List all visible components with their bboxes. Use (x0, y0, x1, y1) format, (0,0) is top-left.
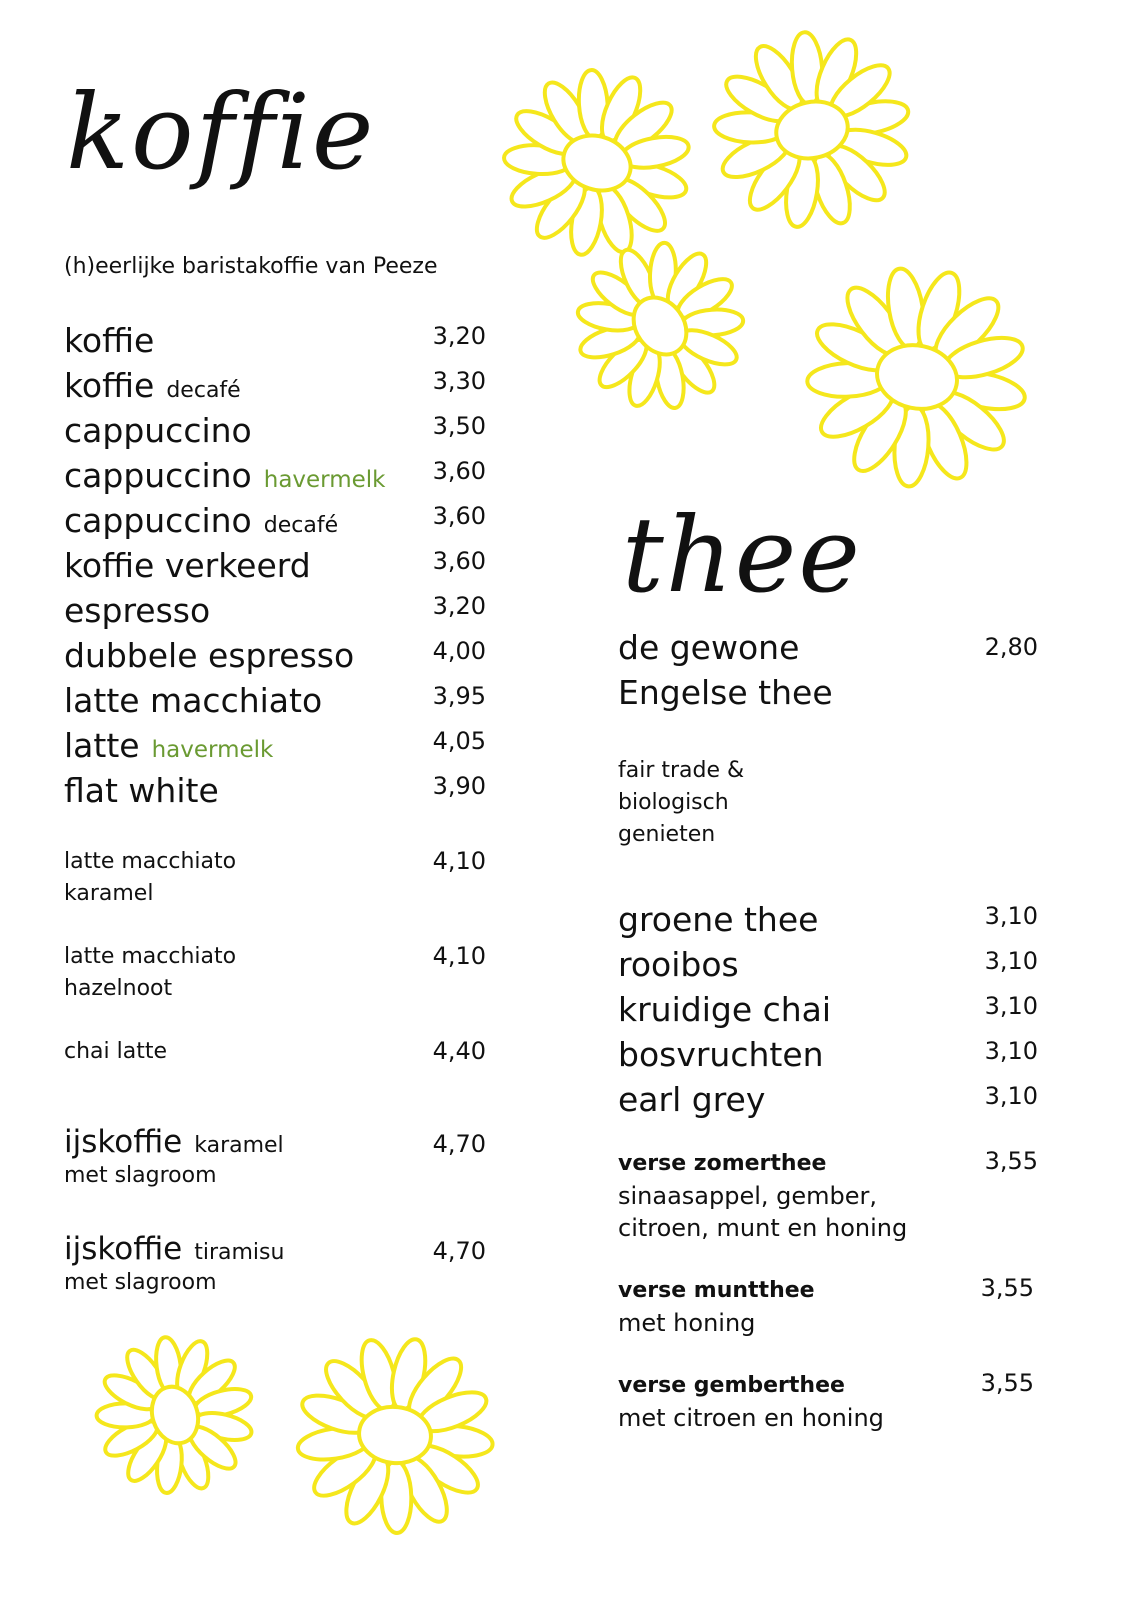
menu-item-name (64, 723, 273, 773)
fresh-desc: sinaasappel, gember, (618, 1182, 878, 1210)
item-price: 3,95 (432, 682, 486, 710)
item-note: decafé (263, 513, 339, 538)
menu-item-name (64, 588, 210, 633)
item-note: havermelk (263, 467, 386, 493)
thee-list (618, 897, 1038, 1137)
tea-name: earl grey (618, 1080, 766, 1119)
menu-item-name (64, 453, 386, 503)
fresh-name: verse muntthee (618, 1278, 815, 1303)
fresh-name: verse gemberthee (618, 1373, 845, 1398)
flower-icon (800, 260, 1034, 494)
item-name: flat white (64, 771, 219, 810)
special-price: 4,10 (432, 942, 486, 970)
menu-item-name (64, 363, 241, 413)
item-price: 3,60 (432, 457, 486, 485)
iced-note: karamel (194, 1133, 284, 1158)
special-sub: karamel (64, 881, 154, 906)
fresh-desc: met citroen en honing (618, 1404, 884, 1432)
flower-icon (570, 236, 750, 416)
koffie-list (64, 318, 490, 818)
tagline-line: fair trade & (618, 758, 745, 783)
thee-tagline (618, 755, 744, 851)
item-name: dubbele espresso (64, 636, 355, 675)
tea-name: groene thee (618, 900, 819, 939)
item-name: koffie (64, 321, 155, 360)
koffie-specials (64, 846, 490, 1086)
item-price: 3,60 (432, 502, 486, 530)
house-line1: de gewone (618, 628, 800, 667)
house-price: 2,80 (984, 633, 1038, 661)
menu-item-name (64, 543, 311, 588)
thee-fresh (618, 1148, 1038, 1448)
item-price: 3,60 (432, 547, 486, 575)
special-sub: hazelnoot (64, 976, 173, 1001)
iced-sub: met slagroom (64, 1163, 217, 1188)
item-name: latte (64, 726, 140, 765)
special-price: 4,10 (432, 847, 486, 875)
fresh-name: verse zomerthee (618, 1151, 827, 1176)
tea-name: bosvruchten (618, 1035, 824, 1074)
iced-name: ijskoffie (64, 1124, 183, 1160)
koffie-intro: (h)eerlijke baristakoffie van Peeze (64, 254, 438, 279)
item-name: koffie verkeerd (64, 546, 311, 585)
thee-house (618, 625, 1038, 720)
iced-sub: met slagroom (64, 1270, 217, 1295)
tagline-line: genieten (618, 822, 716, 847)
tea-price: 3,10 (984, 992, 1038, 1020)
item-price: 4,05 (432, 727, 486, 755)
item-name: cappuccino (64, 456, 252, 495)
special-name: latte macchiato (64, 944, 237, 969)
menu-item-name (64, 633, 354, 678)
koffie-heading: koffie (66, 71, 376, 193)
item-name: koffie (64, 366, 155, 405)
fresh-desc: met honing (618, 1309, 756, 1337)
flower-icon (90, 1330, 260, 1500)
special-name: chai latte (64, 1039, 168, 1064)
item-note: havermelk (151, 737, 274, 763)
item-name: espresso (64, 591, 211, 630)
menu-item-name (64, 678, 322, 723)
flower-icon (707, 25, 917, 235)
item-price: 3,50 (432, 412, 486, 440)
item-price: 3,20 (432, 322, 486, 350)
tea-price: 3,10 (984, 902, 1038, 930)
tagline-line: biologisch (618, 790, 729, 815)
koffie-iced (64, 1122, 490, 1322)
thee-heading: thee (622, 494, 862, 616)
fresh-price: 3,55 (980, 1369, 1034, 1397)
menu-item-name (64, 318, 154, 363)
fresh-price: 3,55 (980, 1274, 1034, 1302)
item-price: 3,30 (432, 367, 486, 395)
item-name: cappuccino (64, 501, 252, 540)
item-note: decafé (166, 378, 241, 403)
fresh-price: 3,55 (984, 1147, 1038, 1175)
iced-name: ijskoffie (64, 1231, 183, 1267)
house-line2: Engelse thee (618, 673, 833, 712)
item-price: 4,00 (432, 637, 486, 665)
item-name: latte macchiato (64, 681, 323, 720)
item-name: cappuccino (64, 411, 252, 450)
menu-item-name (64, 498, 338, 548)
tea-name: kruidige chai (618, 990, 832, 1029)
item-price: 3,90 (432, 772, 486, 800)
menu-item-name (64, 408, 252, 453)
iced-note: tiramisu (194, 1240, 285, 1265)
tea-name: rooibos (618, 945, 739, 984)
flower-icon (497, 63, 697, 263)
tea-price: 3,10 (984, 947, 1038, 975)
iced-price: 4,70 (432, 1130, 486, 1158)
item-price: 3,20 (432, 592, 486, 620)
tea-price: 3,10 (984, 1037, 1038, 1065)
flower-icon (290, 1330, 500, 1540)
tea-price: 3,10 (984, 1082, 1038, 1110)
menu-item-name (64, 768, 219, 813)
iced-price: 4,70 (432, 1237, 486, 1265)
fresh-desc: citroen, munt en honing (618, 1214, 908, 1242)
special-price: 4,40 (432, 1037, 486, 1065)
special-name: latte macchiato (64, 849, 237, 874)
